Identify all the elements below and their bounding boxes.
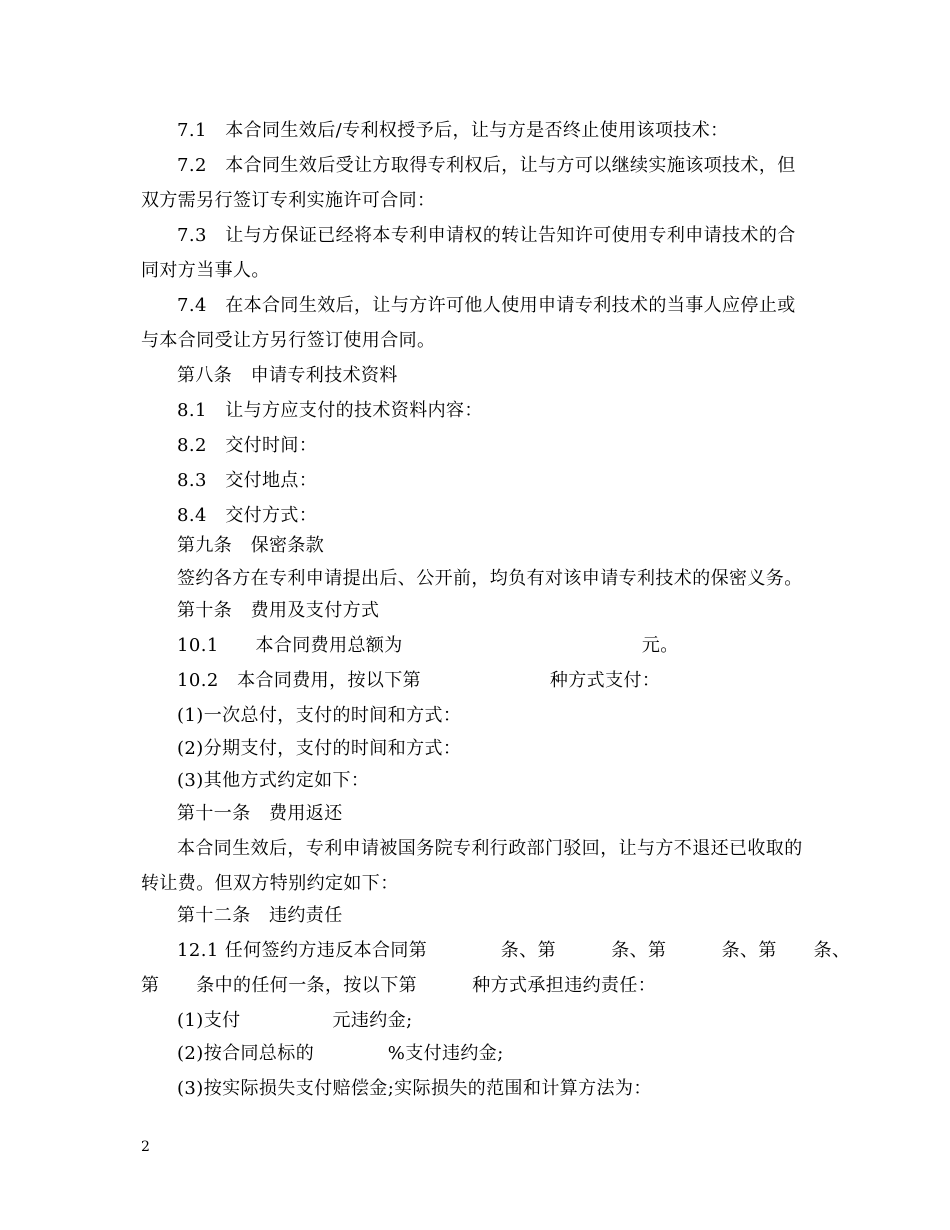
text-line: 第 条中的任何一条，按以下第 种方式承担违约责任： (141, 975, 657, 996)
section-heading: 第八条 申请专利技术资料 (177, 365, 398, 386)
text-line: 与本合同受让方另行签订使用合同。 (141, 330, 436, 351)
text-line: (3)其他方式约定如下： (177, 770, 370, 791)
text-line: 7.1 本合同生效后/专利权授予后，让与方是否终止使用该项技术： (177, 120, 729, 141)
section-heading: 第十条 费用及支付方式 (177, 600, 380, 621)
text-line: 7.3 让与方保证已经将本专利申请权的转让告知许可使用专利申请技术的合 (177, 225, 796, 246)
text-line: 转让费。但双方特别约定如下： (141, 873, 399, 894)
text-line: (2)分期支付，支付的时间和方式： (177, 738, 462, 759)
text-line: 8.3 交付地点： (177, 470, 318, 491)
section-heading: 第十一条 费用返还 (177, 803, 343, 824)
text-line: 签约各方在专利申请提出后、公开前，均负有对该申请专利技术的保密义务。 (177, 568, 803, 589)
page-number: 2 (141, 1139, 150, 1155)
section-heading: 第十二条 违约责任 (177, 905, 343, 926)
text-line: 10.2 本合同费用，按以下第 种方式支付： (177, 670, 661, 691)
text-line: 7.4 在本合同生效后，让与方许可他人使用申请专利技术的当事人应停止或 (177, 295, 796, 316)
text-line: 8.1 让与方应支付的技术资料内容： (177, 400, 483, 421)
text-line: (1)一次总付，支付的时间和方式： (177, 705, 462, 726)
text-line: 7.2 本合同生效后受让方取得专利权后，让与方可以继续实施该项技术，但 (177, 155, 796, 176)
text-line: 同对方当事人。 (141, 260, 270, 281)
text-line: 双方需另行签订专利实施许可合同： (141, 190, 436, 211)
section-heading: 第九条 保密条款 (177, 535, 325, 556)
text-line: (1)支付 元违约金; (177, 1010, 413, 1031)
text-line: (2)按合同总标的 %支付违约金; (177, 1043, 504, 1064)
text-line: (3)按实际损失支付赔偿金;实际损失的范围和计算方法为： (177, 1078, 652, 1099)
text-line: 8.4 交付方式： (177, 505, 318, 526)
text-line: 12.1 任何签约方违反本合同第 条、第 条、第 条、第 条、 (177, 940, 851, 961)
text-line: 本合同生效后，专利申请被国务院专利行政部门驳回，让与方不退还已收取的 (177, 838, 803, 859)
text-line: 10.1 本合同费用总额为 元。 (177, 635, 679, 656)
text-line: 8.2 交付时间： (177, 435, 318, 456)
